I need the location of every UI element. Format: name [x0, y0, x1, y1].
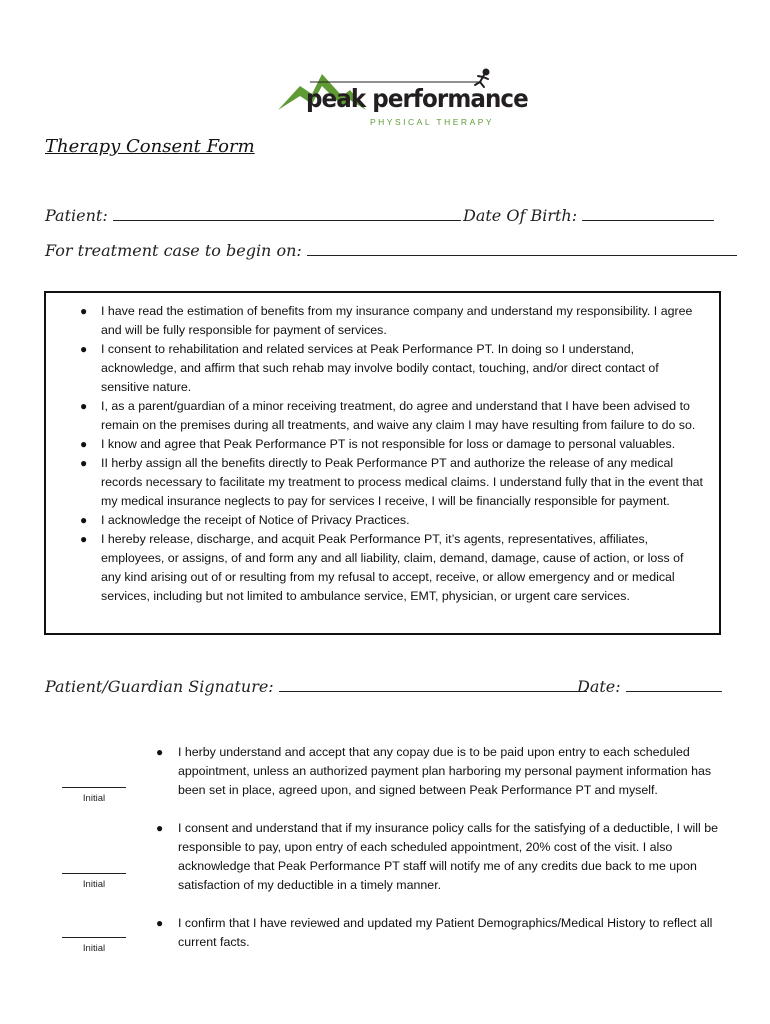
- initial-label: Initial: [82, 943, 106, 954]
- consent-item: ● I consent to rehabilitation and related services at Peak Performance PT. In doing so I understand, acknowledge, and affirm that such rehab may involve bodily contact, touching, and/or direct contact of sensitive nature.: [80, 342, 659, 394]
- initial-label: Initial: [82, 879, 106, 890]
- treatment-row: [45, 241, 737, 260]
- signature-field[interactable]: [279, 677, 587, 692]
- consent-item: ● I hereby release, discharge, and acquit Peak Performance PT, it’s agents, representatives, affiliates, employees, or assigns, of and form any and all liability, claim, demand, damage, cause of action, or loss of any kind arising out of or resulting from my refusal to accept, receive, or allow emergency and or medical services, including but not limited to ambulance service, EMT, physician, or urgent care services.: [80, 532, 684, 603]
- initial-item: ● I consent and understand that if my insurance policy calls for the satisfying of a deductible, I will be responsible to pay, upon entry of each scheduled appointment, 20% cost of the visit. I also acknowledge that Peak Performance PT staff will notify me of any credits due back to me upon satisfaction of my deductible in a timely manner.: [156, 821, 718, 892]
- bullet-icon: ●: [156, 745, 164, 759]
- initial-item: ● I confirm that I have reviewed and updated my Patient Demographics/Medical History to reflect all current facts.: [156, 916, 713, 949]
- consent-item: ● II herby assign all the benefits directly to Peak Performance PT and authorize the release of any medical records necessary to facilitate my treatment to process medical claims. I understand fully that in the event that my medical insurance neglects to pay for services I receive, I will be financially responsible for payment.: [80, 456, 703, 508]
- bullet-icon: ●: [80, 399, 88, 413]
- initial-field[interactable]: [62, 873, 126, 890]
- bullet-icon: ●: [80, 532, 88, 546]
- consent-item: ● I acknowledge the receipt of Notice of Privacy Practices.: [46, 511, 705, 530]
- bullet-icon: ●: [80, 342, 88, 356]
- patient-row: [45, 206, 461, 225]
- bullet-icon: ●: [156, 916, 164, 930]
- brand-name: peak performance: [306, 84, 528, 113]
- bullet-icon: ●: [80, 456, 88, 470]
- treatment-label: For treatment case to begin on:: [45, 241, 302, 260]
- dob-field[interactable]: [582, 206, 714, 221]
- form-title: Therapy Consent Form: [45, 136, 255, 157]
- bullet-icon: ●: [80, 437, 88, 451]
- patient-name-field[interactable]: [113, 206, 461, 221]
- dob-row: [463, 206, 714, 225]
- bullet-icon: ●: [80, 304, 88, 318]
- initial-label: Initial: [82, 793, 106, 804]
- consent-item: ● I have read the estimation of benefits from my insurance company and understand my responsibility. I agree and will be fully responsible for payment of services.: [80, 304, 693, 337]
- bullet-icon: ●: [80, 513, 88, 527]
- brand-tagline: PHYSICAL THERAPY: [370, 117, 495, 127]
- initial-item-list: [142, 914, 722, 952]
- initial-item-list: [142, 819, 722, 895]
- company-logo: [270, 64, 528, 140]
- initial-item-list: [142, 743, 722, 800]
- signature-row: [45, 677, 587, 696]
- initial-field[interactable]: [62, 787, 126, 804]
- initial-item: ● I herby understand and accept that any copay due is to be paid upon entry to each scheduled appointment, unless an authorized payment plan harboring my personal payment information has been set in place, agreed upon, and signed between Peak Performance PT and myself.: [156, 745, 712, 797]
- consent-box: [44, 291, 721, 635]
- dob-label: Date Of Birth:: [463, 206, 578, 225]
- signature-date-row: [577, 677, 722, 696]
- consent-item: ● I, as a parent/guardian of a minor receiving treatment, do agree and understand that I have been advised to remain on the premises during all treatments, and waive any claim I may have resulting from failure to do so.: [80, 399, 696, 432]
- signature-date-field[interactable]: [626, 677, 722, 692]
- patient-label: Patient:: [45, 206, 108, 225]
- bullet-icon: ●: [156, 821, 164, 835]
- consent-list: [46, 293, 719, 606]
- signature-label: Patient/Guardian Signature:: [45, 677, 274, 696]
- treatment-date-field[interactable]: [307, 241, 737, 256]
- signature-date-label: Date:: [577, 677, 621, 696]
- initial-field[interactable]: [62, 937, 126, 954]
- consent-item: ● I know and agree that Peak Performance PT is not responsible for loss or damage to personal valuables.: [46, 435, 705, 454]
